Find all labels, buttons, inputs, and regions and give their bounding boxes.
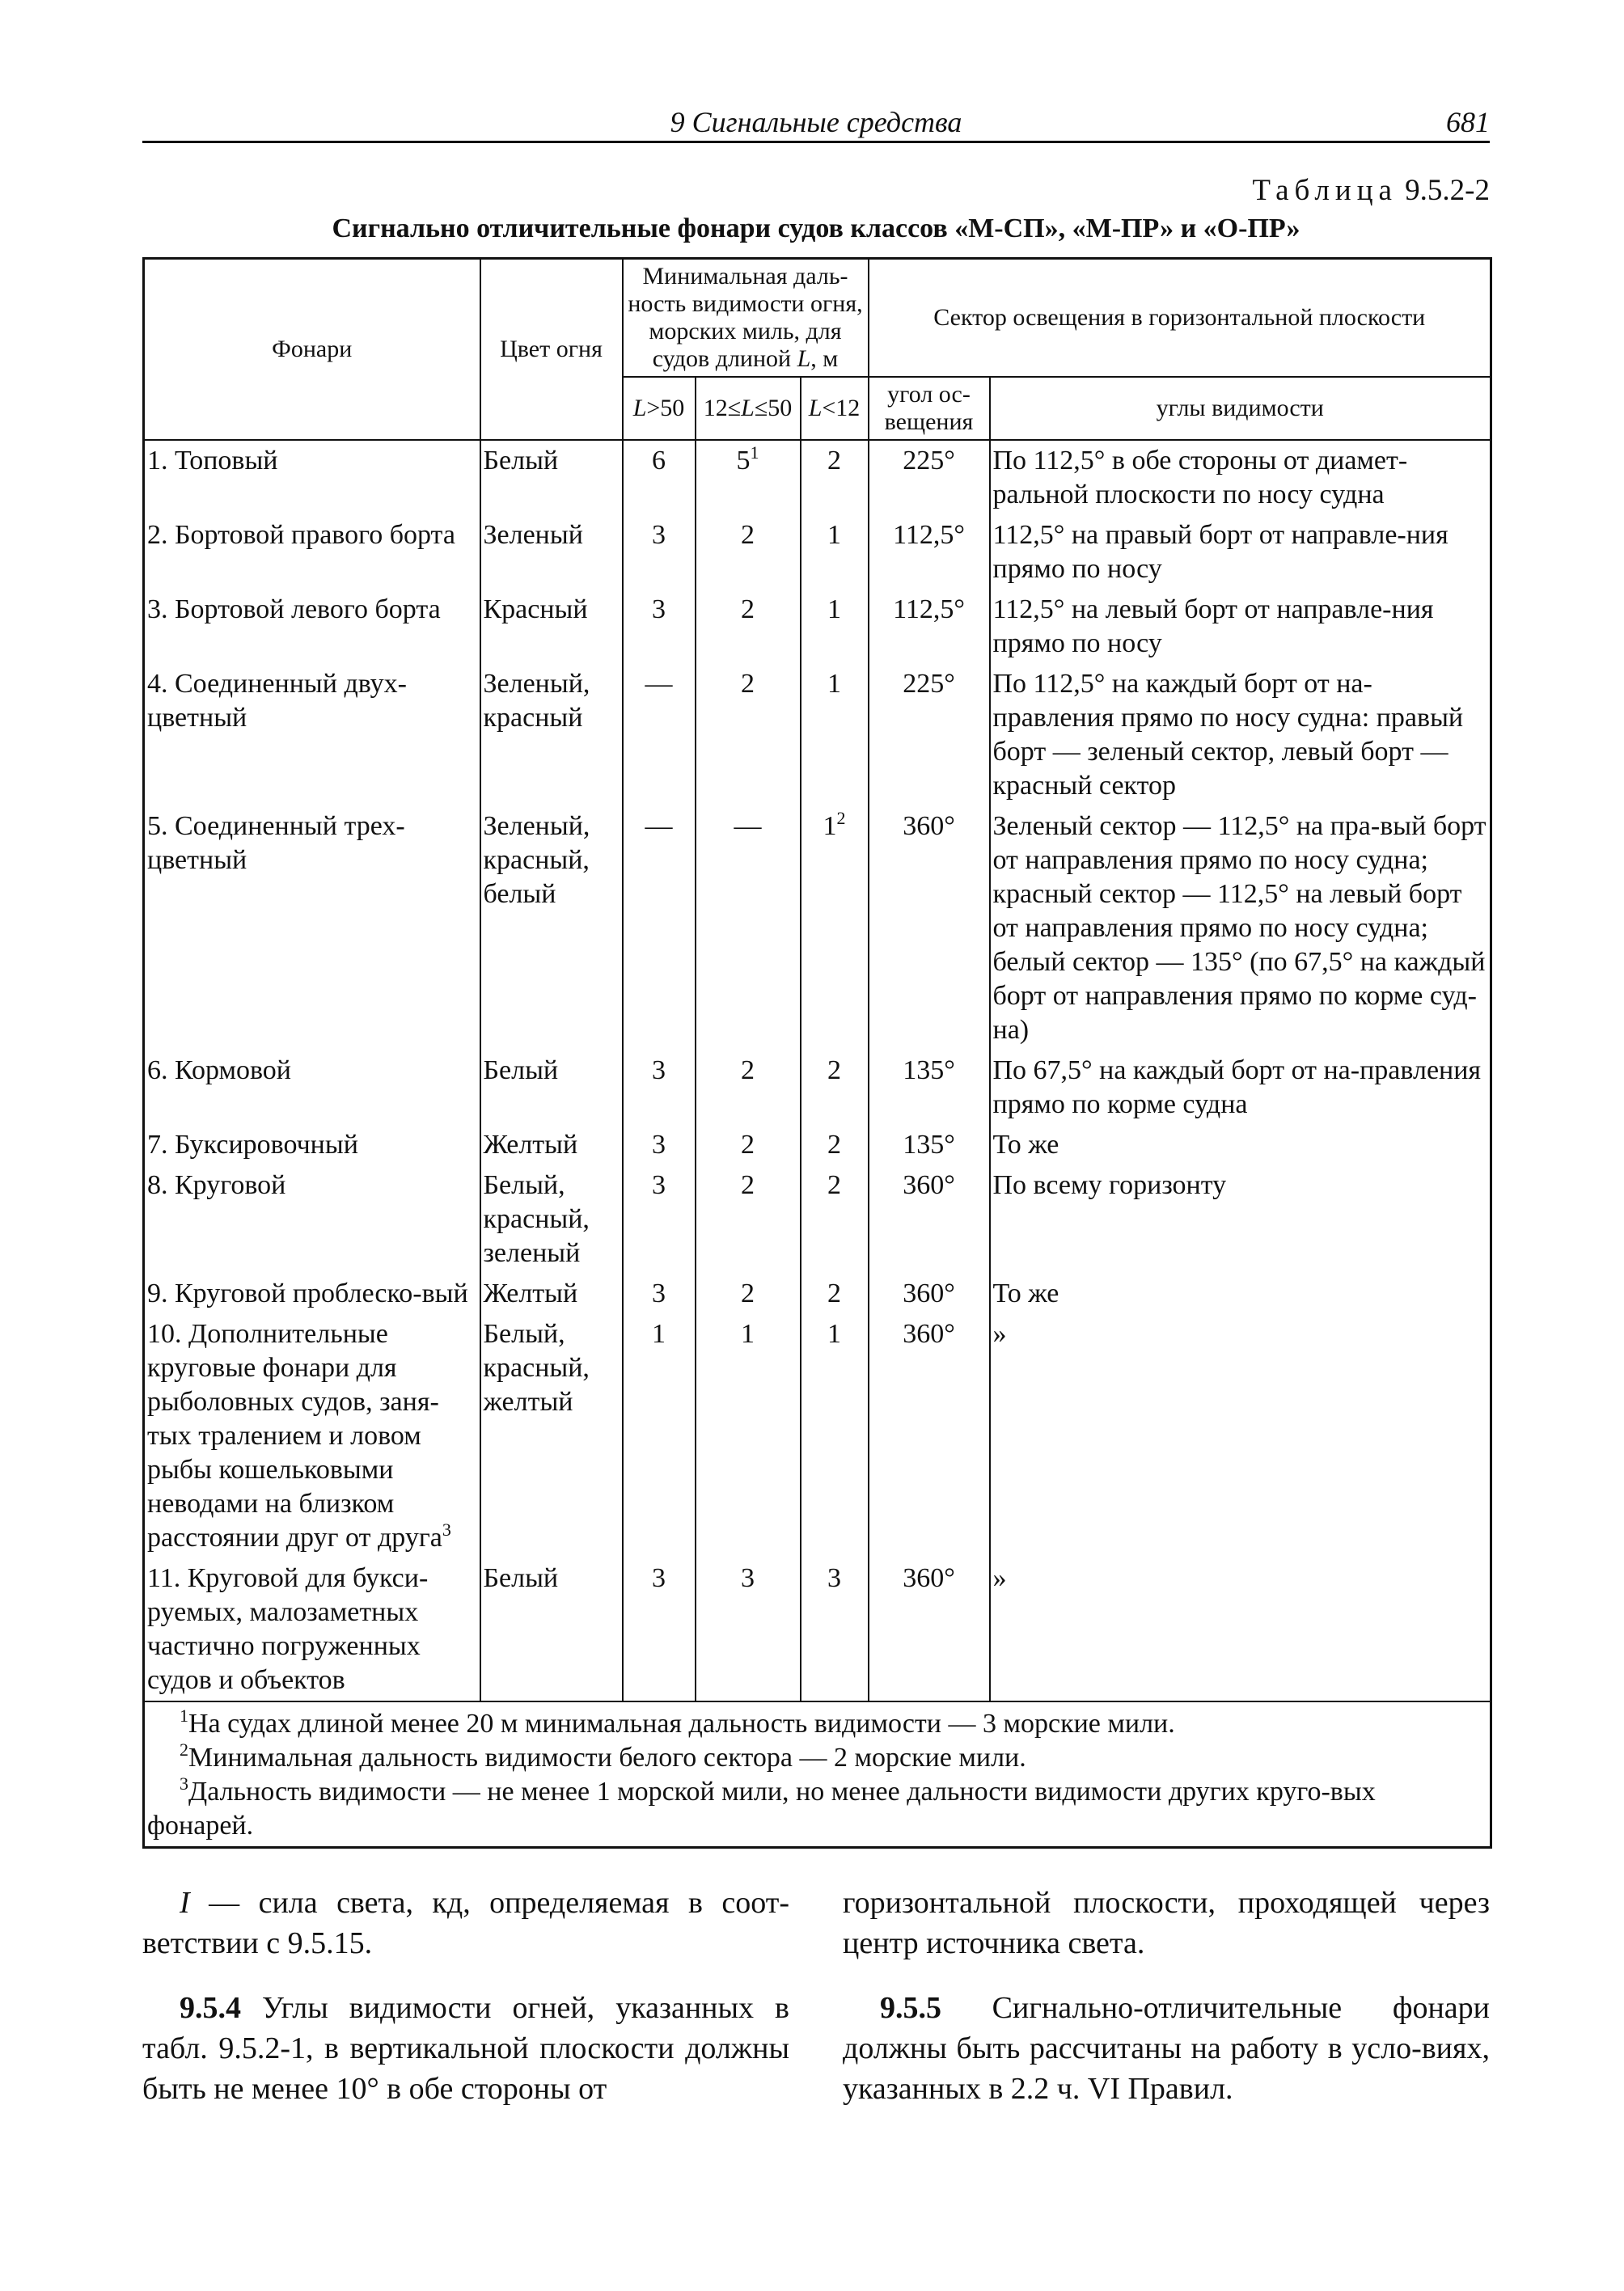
cell-range-lt12-text: 2 [827,1055,841,1085]
cell-color [480,1165,623,1274]
cell-color-text: Белый [483,1055,559,1085]
header-l-gt50-rest: >50 [646,395,685,421]
cell-light-name [144,1050,480,1125]
cell-range-mid [696,515,801,590]
cell-light-name [144,515,480,590]
cell-color-text: Белый, красный, зеленый [483,1170,590,1268]
footnote-mark: 1 [180,1706,188,1726]
header-l-lt12-rest: <12 [822,395,861,421]
cell-light-name [144,590,480,664]
paragraph-continuation: горизонтальной плоскости, проходящей через центр источника света. [843,1886,1490,1960]
cell-visibility-text: » [992,1563,1007,1593]
cell-angle-text: 360° [903,1563,955,1593]
cell-range-mid-text: 1 [741,1319,755,1349]
cell-range-mid-text: — [734,811,762,841]
cell-angle [869,590,990,664]
table-title: Сигнально отличительные фонари судов классов «М-СП», «М-ПР» и «О-ПР» [332,213,1300,243]
header-sector: Сектор освещения в горизонтальной плоскости [869,259,1491,378]
cell-color-text: Зеленый [483,520,583,550]
cell-range-lt12 [801,590,869,664]
table-row [144,440,1491,515]
cell-color-text: Белый, красный, желтый [483,1319,590,1417]
header-l-gt50-var: L [632,395,647,421]
table-row [144,1125,1491,1165]
table-row [144,664,1491,806]
header-l-mid-b: ≤50 [754,395,793,421]
footnote-ref: 1 [750,442,759,463]
cell-angle-text: 360° [903,1279,955,1308]
cell-angle-text: 225° [903,669,955,699]
cell-range-lt12-text: 1 [827,520,841,550]
cell-light-name-text: 4. Соединенный двух-цветный [147,669,407,733]
table-row [144,1165,1491,1274]
cell-angle [869,515,990,590]
cell-light-name [144,440,480,515]
cell-range-lt12 [801,515,869,590]
cell-color-text: Белый [483,446,559,476]
header-min-range-var: L [797,345,811,372]
cell-range-mid-text: 5 [736,446,751,476]
body-column-right [843,1883,1490,2133]
clause-number: 9.5.5 [880,1991,941,2025]
cell-visibility-text: 112,5° на правый борт от направле-ния прямо по носу [992,520,1448,584]
cell-angle [869,1558,990,1701]
cell-range-lt12-text: 1 [823,811,837,841]
paragraph-9-5-4 [142,1988,789,2109]
cell-range-gt50 [623,440,696,515]
clause-text: Сигнально-отличительные фонари должны быть рассчитаны на работу в усло-виях, указанных в 2.2 ч. VI Правил. [843,1991,1490,2106]
cell-visibility-text: По 112,5° в обе стороны от диамет-ральной плоскости по носу судна [992,446,1408,509]
header-l-mid [696,377,801,440]
cell-visibility-text: По всему горизонту [992,1170,1227,1200]
cell-range-mid [696,1558,801,1701]
cell-range-mid-text: 2 [741,1130,755,1160]
table-row [144,1558,1491,1701]
cell-light-name-text: 2. Бортовой правого борта [147,520,455,550]
cell-angle-text: 112,5° [893,594,965,624]
cell-range-gt50 [623,1314,696,1558]
cell-range-lt12 [801,1558,869,1701]
cell-visibility [990,1558,1491,1701]
cell-visibility [990,1314,1491,1558]
cell-visibility [990,1125,1491,1165]
cell-visibility-text: Зеленый сектор — 112,5° на пра-вый борт от направления прямо по носу судна; красный сектор — 112,5° на левый борт от направления прямо по носу судна; белый сектор — 135° (по 67,5° на каждый борт от направления прямо по корме суд-на) [992,811,1487,1045]
cell-visibility-text: То же [992,1130,1059,1160]
footnote [147,1741,1487,1775]
cell-range-gt50-text: 3 [652,1055,666,1085]
cell-light-name-text: 7. Буксировочный [147,1130,358,1160]
cell-angle [869,1125,990,1165]
cell-range-lt12 [801,664,869,806]
cell-visibility-text: По 112,5° на каждый борт от на-правления прямо по носу судна: правый борт — зеленый сектор, левый борт — красный сектор [992,669,1464,801]
cell-range-gt50 [623,664,696,806]
cell-angle [869,1050,990,1125]
cell-angle-text: 360° [903,1319,955,1349]
footnote-text: На судах длиной менее 20 м минимальная дальность видимости — 3 морские мили. [188,1709,1175,1739]
cell-range-mid-text: 2 [741,1055,755,1085]
header-min-range [623,259,869,378]
table-label-number: 9.5.2-2 [1405,174,1490,207]
cell-range-lt12 [801,440,869,515]
table-row [144,1050,1491,1125]
footnote-ref: 2 [836,808,846,828]
cell-range-gt50 [623,1274,696,1314]
cell-color [480,440,623,515]
cell-range-mid [696,664,801,806]
footnote [147,1707,1487,1741]
definition-text: — сила света, кд, определяемая в соот-ветствии с 9.5.15. [142,1886,789,1960]
cell-range-gt50 [623,1165,696,1274]
cell-range-mid-text: 3 [741,1563,755,1593]
cell-light-name-text: 8. Круговой [147,1170,286,1200]
header-angles: углы видимости [990,377,1491,440]
cell-range-gt50-text: 3 [652,1563,666,1593]
page-number: 681 [1446,106,1490,138]
cell-range-mid [696,806,801,1050]
cell-color [480,515,623,590]
table-row [144,590,1491,664]
cell-range-gt50-text: 3 [652,594,666,624]
cell-range-gt50-text: — [645,811,673,841]
cell-light-name-text: 3. Бортовой левого борта [147,594,441,624]
cell-light-name [144,806,480,1050]
cell-visibility [990,806,1491,1050]
cell-color [480,806,623,1050]
cell-angle-text: 112,5° [893,520,965,550]
paragraph-9-5-5 [843,1988,1490,2109]
cell-angle-text: 360° [903,1170,955,1200]
cell-range-mid [696,1274,801,1314]
cell-range-lt12 [801,806,869,1050]
cell-light-name [144,1125,480,1165]
cell-color-text: Белый [483,1563,559,1593]
cell-range-mid [696,1165,801,1274]
cell-range-gt50-text: 3 [652,520,666,550]
cell-range-mid-text: 2 [741,669,755,699]
cell-range-mid-text: 2 [741,520,755,550]
cell-range-gt50 [623,806,696,1050]
footnote-mark: 2 [180,1739,188,1760]
footnote [147,1775,1487,1843]
cell-visibility-text: То же [992,1279,1059,1308]
running-header [142,104,1490,143]
cell-light-name-text: 9. Круговой проблеско-вый [147,1279,468,1308]
cell-visibility [990,440,1491,515]
cell-light-name [144,1165,480,1274]
cell-range-gt50 [623,1558,696,1701]
cell-angle-text: 135° [903,1130,955,1160]
cell-range-gt50-text: 6 [652,446,666,476]
cell-color [480,1274,623,1314]
cell-visibility [990,1274,1491,1314]
footnote-text: Дальность видимости — не менее 1 морской мили, но менее дальности видимости других круго-вых фонарей. [147,1777,1376,1841]
cell-range-mid [696,1050,801,1125]
clause-number: 9.5.4 [180,1991,241,2025]
cell-range-lt12-text: 2 [827,446,841,476]
cell-color-text: Зеленый, красный [483,669,590,733]
cell-range-mid [696,1125,801,1165]
header-angle: угол ос-вещения [869,377,990,440]
cell-color-text: Красный [483,594,588,624]
clause-text: Углы видимости огней, указанных в табл. 9.5.2-1, в вертикальной плоскости должны быть не менее 10° в обе стороны от [142,1991,789,2106]
section-title: 9 Сигнальные средства [670,106,962,138]
table-footnotes [144,1701,1491,1848]
cell-range-gt50-text: 3 [652,1279,666,1308]
cell-visibility [990,1165,1491,1274]
cell-color [480,1125,623,1165]
header-min-range-unit: , м [810,345,839,372]
header-l-lt12-var: L [808,395,823,421]
cell-range-lt12-text: 1 [827,594,841,624]
cell-range-mid-text: 2 [741,1170,755,1200]
lights-table [142,257,1492,1849]
table-row [144,806,1491,1050]
cell-range-mid [696,590,801,664]
header-l-mid-var: L [741,395,755,421]
footnote-mark: 3 [180,1773,188,1794]
cell-range-gt50-text: 1 [652,1319,666,1349]
cell-range-mid [696,1314,801,1558]
cell-light-name [144,1314,480,1558]
table-row [144,1314,1491,1558]
cell-visibility-text: » [992,1319,1007,1349]
table-body [144,440,1491,1701]
header-color: Цвет огня [480,259,623,441]
cell-light-name-text: 5. Соединенный трех-цветный [147,811,405,875]
cell-visibility [990,664,1491,806]
cell-range-lt12-text: 1 [827,669,841,699]
cell-range-lt12-text: 2 [827,1170,841,1200]
header-lights: Фонари [144,259,480,441]
cell-visibility-text: 112,5° на левый борт от направле-ния прямо по носу [992,594,1434,658]
cell-color [480,1558,623,1701]
table-row [144,1274,1491,1314]
cell-angle-text: 225° [903,446,955,476]
cell-angle [869,1165,990,1274]
cell-range-lt12-text: 3 [827,1563,841,1593]
cell-range-gt50 [623,515,696,590]
table-label [1252,173,1490,208]
cell-range-lt12 [801,1125,869,1165]
body-column-left [142,1883,789,2133]
cell-angle [869,1314,990,1558]
header-min-range-text: Минимальная даль-ность видимости огня, морских миль, для судов длиной [628,263,863,372]
cell-light-name-text: 1. Топовый [147,446,278,476]
cell-visibility [990,1050,1491,1125]
cell-color-text: Зеленый, красный, белый [483,811,590,909]
cell-light-name-text: 10. Дополнительные круговые фонари для рыболовных судов, заня-тых тралением и ловом рыбы кошельковыми неводами на близком расстоянии друг от друга [147,1319,442,1553]
footnote-text: Минимальная дальность видимости белого сектора — 2 морские мили. [188,1743,1026,1773]
cell-range-lt12 [801,1165,869,1274]
cell-light-name [144,664,480,806]
cell-range-lt12-text: 2 [827,1279,841,1308]
header-l-mid-a: 12≤ [703,395,742,421]
cell-angle [869,664,990,806]
paragraph-definition [142,1883,789,1963]
cell-light-name-text: 6. Кормовой [147,1055,292,1085]
cell-range-mid-text: 2 [741,1279,755,1308]
footnote-ref: 3 [442,1520,451,1540]
cell-range-mid-text: 2 [741,594,755,624]
cell-range-gt50 [623,1050,696,1125]
cell-angle [869,806,990,1050]
cell-angle-text: 360° [903,811,955,841]
cell-color [480,1050,623,1125]
cell-range-lt12 [801,1274,869,1314]
variable-i: I [180,1886,190,1920]
cell-color-text: Желтый [483,1279,578,1308]
cell-range-lt12-text: 1 [827,1319,841,1349]
cell-angle [869,440,990,515]
cell-range-lt12 [801,1314,869,1558]
table-row [144,515,1491,590]
cell-angle-text: 135° [903,1055,955,1085]
cell-angle [869,1274,990,1314]
cell-color [480,1314,623,1558]
cell-light-name-text: 11. Круговой для букси-руемых, малозаметных частично погруженных судов и объектов [147,1563,429,1695]
header-l-lt12 [801,377,869,440]
cell-range-gt50 [623,1125,696,1165]
cell-visibility [990,590,1491,664]
cell-range-gt50-text: 3 [652,1130,666,1160]
cell-color-text: Желтый [483,1130,578,1160]
cell-color [480,664,623,806]
cell-light-name [144,1558,480,1701]
cell-range-mid [696,440,801,515]
cell-light-name [144,1274,480,1314]
cell-range-lt12 [801,1050,869,1125]
cell-range-gt50-text: 3 [652,1170,666,1200]
cell-range-gt50 [623,590,696,664]
cell-color [480,590,623,664]
header-l-gt50 [623,377,696,440]
table-label-word: Таблица [1252,174,1398,207]
cell-range-gt50-text: — [645,669,673,699]
cell-visibility-text: По 67,5° на каждый борт от на-правления прямо по корме судна [992,1055,1482,1119]
cell-range-lt12-text: 2 [827,1130,841,1160]
cell-visibility [990,515,1491,590]
